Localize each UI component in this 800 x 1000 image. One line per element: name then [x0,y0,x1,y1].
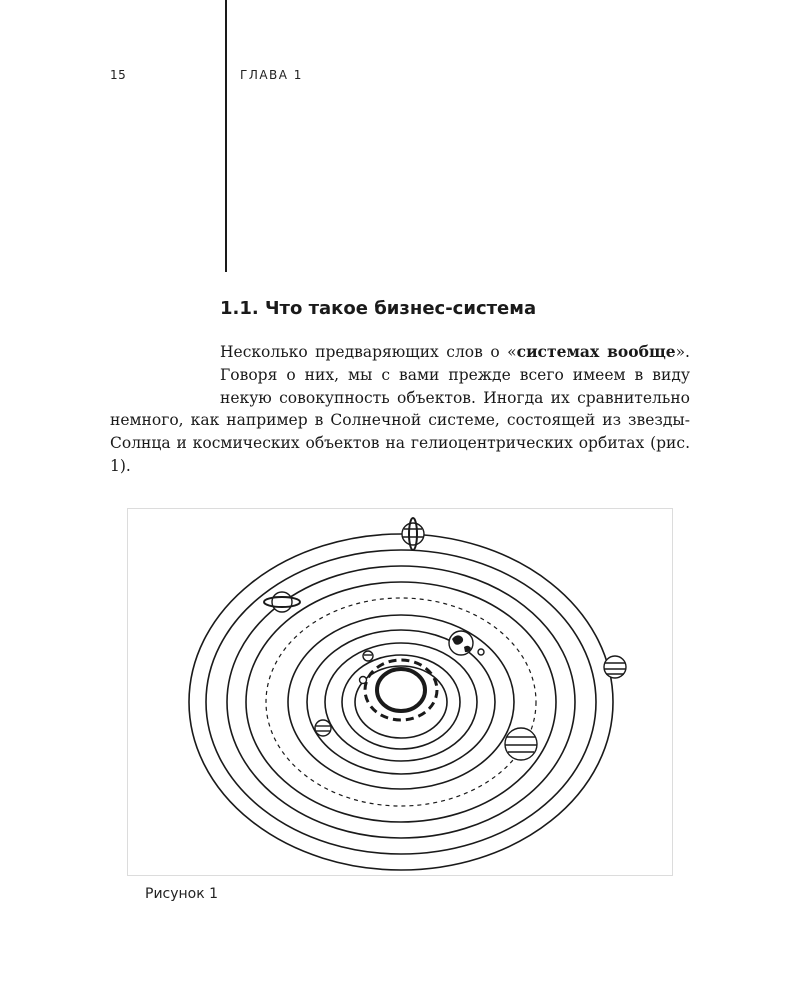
paragraph-text-part-2: ». Говоря о них, мы с вами прежде всего имеем в виду некую совокупность объектов. Иногда их сравнительно немного, как например в Солнечной системе, состоящей из звезды-Солнца и космических объектов на гелиоцентрических орбитах (рис. 1). [110,343,690,475]
orbit-6 [288,615,514,789]
orbit-4 [246,582,556,822]
orbit-2 [206,550,596,854]
body-paragraph [110,341,690,478]
right-planet-icon [604,656,626,678]
paragraph-indent [110,341,220,409]
page-number: 15 [110,68,127,82]
orbit-1 [189,534,613,870]
paragraph-bold-term: системах вообще [516,342,676,361]
section-title: 1.1. Что такое бизнес-система [220,298,537,319]
vertical-rule [225,0,227,272]
orbit-8 [325,643,477,761]
small-planet-lower-left-icon [315,720,331,736]
figure-frame [127,508,673,876]
chapter-label: ГЛАВА 1 [240,68,303,82]
mercury-icon [360,677,367,684]
moon-icon [478,649,484,655]
ringed-planet-top-icon [402,518,424,550]
solar-system-illustration [128,509,672,875]
earth-icon [449,631,473,655]
paragraph-text-part-1: Несколько предваряющих слов о « [220,343,517,361]
sun [377,669,425,711]
figure-caption: Рисунок 1 [145,886,219,902]
mars-icon [363,651,373,661]
jupiter-icon [505,728,537,760]
